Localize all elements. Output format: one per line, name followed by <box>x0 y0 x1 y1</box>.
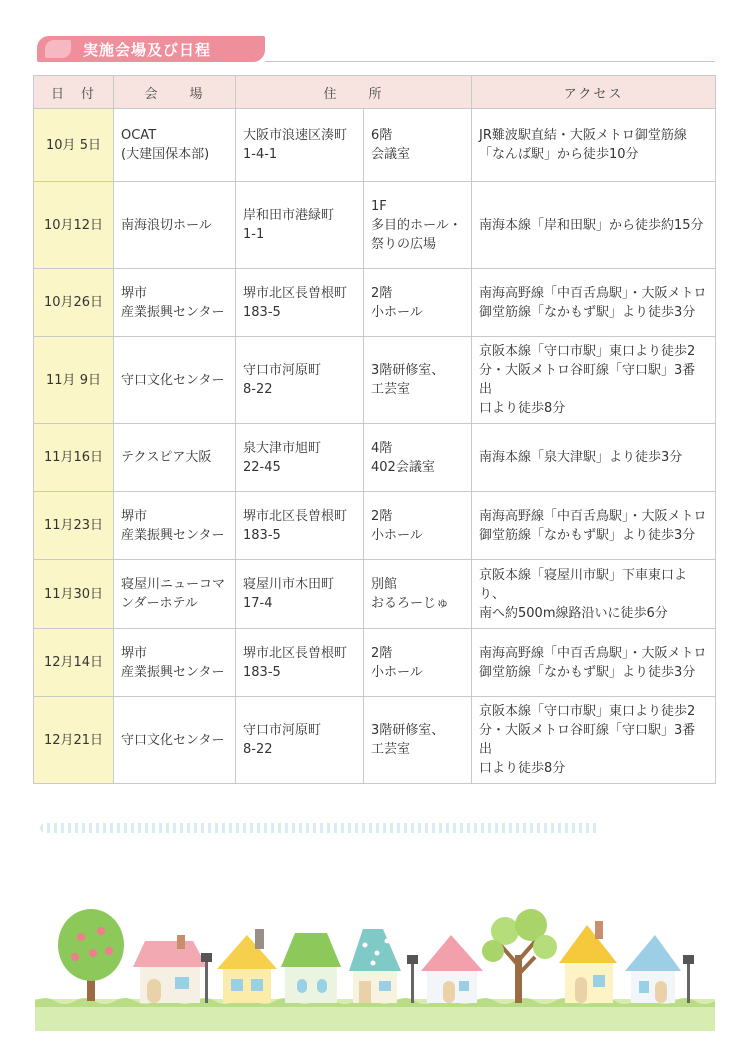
row-address: 堺市北区長曽根町 183-5 <box>243 285 348 320</box>
row-address: 大阪市浪速区湊町 1-4-1 <box>243 128 348 162</box>
row-date: 10月26日 <box>34 269 114 337</box>
row-access: 南海高野線「中百舌鳥駅」・大阪メトロ 御堂筋線「なかもず駅」より徒歩3分 <box>479 285 707 320</box>
row-room: 1F 多目的ホール・ 祭りの広場 <box>371 198 462 252</box>
row-room: 2階 小ホール <box>371 285 423 320</box>
table-row <box>34 697 716 784</box>
section-title-tab <box>37 36 265 62</box>
teal-house-icon <box>349 929 401 1003</box>
row-room: 4階 402会議室 <box>371 440 435 475</box>
blue-house-icon <box>625 935 681 1003</box>
header-date: 日 付 <box>34 76 114 109</box>
table-row <box>34 560 716 629</box>
row-address: 泉大津市旭町 22-45 <box>243 440 322 475</box>
row-address: 守口市河原町 8-22 <box>243 723 322 757</box>
row-venue: 堺市 産業振興センター <box>121 645 225 680</box>
yellow-house-icon <box>217 929 277 1003</box>
row-access: 南海本線「泉大津駅」より徒歩3分 <box>479 450 683 465</box>
tree-icon <box>482 909 557 1003</box>
table-row <box>34 629 716 697</box>
row-date: 12月21日 <box>34 697 114 784</box>
decorative-dotted-line <box>40 823 600 833</box>
row-room: 2階 小ホール <box>371 508 423 543</box>
table-row <box>34 492 716 560</box>
table-row <box>34 269 716 337</box>
row-venue: OCAT (大建国保本部) <box>121 128 210 162</box>
row-date: 12月14日 <box>34 629 114 697</box>
table-row <box>34 182 716 269</box>
row-access: 京阪本線「守口市駅」東口より徒歩2 分・大阪メトロ谷町線「守口駅」3番出 口より徒歩8分 <box>479 704 696 776</box>
row-date: 11月 9日 <box>34 337 114 424</box>
row-access: JR難波駅直結・大阪メトロ御堂筋線 「なんば駅」から徒歩10分 <box>479 128 687 162</box>
row-address: 堺市北区長曽根町 183-5 <box>243 508 348 543</box>
row-address: 堺市北区長曽根町 183-5 <box>243 645 348 680</box>
table-row <box>34 109 716 182</box>
row-venue: 守口文化センター <box>121 372 225 388</box>
table-row <box>34 424 716 492</box>
row-room: 3階研修室、 工芸室 <box>371 723 445 757</box>
row-room: 3階研修室、 工芸室 <box>371 363 445 397</box>
row-venue: 堺市 産業振興センター <box>121 285 225 320</box>
row-room: 2階 小ホール <box>371 645 423 680</box>
apple-tree-icon <box>58 909 124 1001</box>
section-underline <box>265 61 715 62</box>
row-room: 別館 おるろーじゅ <box>371 577 450 611</box>
row-address: 寝屋川市木田町 17-4 <box>243 577 335 611</box>
table-row <box>34 337 716 424</box>
row-address: 岸和田市港緑町 1-1 <box>243 208 335 242</box>
row-date: 11月16日 <box>34 424 114 492</box>
row-venue: 守口文化センター <box>121 732 225 748</box>
street-lamp-icon <box>407 955 418 1003</box>
row-date: 10月12日 <box>34 182 114 269</box>
row-access: 京阪本線「寝屋川市駅」下車東口より、 南へ約500m線路沿いに徒歩6分 <box>479 567 688 621</box>
row-date: 10月 5日 <box>34 109 114 182</box>
street-lamp-icon <box>683 955 694 1003</box>
row-access: 京阪本線「守口市駅」東口より徒歩2 分・大阪メトロ谷町線「守口駅」3番出 口より徒歩8分 <box>479 344 696 416</box>
section-title: 実施会場及び日程 <box>83 40 212 59</box>
schedule-table <box>33 75 716 784</box>
table-header-row <box>34 76 716 109</box>
pink-roof-house-icon <box>421 935 483 1003</box>
header-access: アクセス <box>472 76 716 109</box>
row-access: 南海本線「岸和田駅」から徒歩約15分 <box>479 217 704 233</box>
row-venue: 堺市 産業振興センター <box>121 508 225 543</box>
header-venue: 会 場 <box>114 76 236 109</box>
row-date: 11月23日 <box>34 492 114 560</box>
street-lamp-icon <box>201 953 212 1003</box>
row-date: 11月30日 <box>34 560 114 629</box>
row-address: 守口市河原町 8-22 <box>243 363 322 397</box>
town-illustration <box>35 895 715 1031</box>
header-address: 住 所 <box>236 76 472 109</box>
row-access: 南海高野線「中百舌鳥駅」・大阪メトロ 御堂筋線「なかもず駅」より徒歩3分 <box>479 645 707 680</box>
pink-house-icon <box>133 935 207 1003</box>
row-access: 南海高野線「中百舌鳥駅」・大阪メトロ 御堂筋線「なかもず駅」より徒歩3分 <box>479 508 707 543</box>
green-house-icon <box>281 933 341 1003</box>
row-venue: 寝屋川ニューコマ ンダーホテル <box>121 577 226 611</box>
row-venue: テクスピア大阪 <box>121 450 212 465</box>
row-room: 6階 会議室 <box>371 128 411 162</box>
yellow-tall-house-icon <box>559 921 617 1003</box>
row-venue: 南海浪切ホール <box>121 217 212 233</box>
